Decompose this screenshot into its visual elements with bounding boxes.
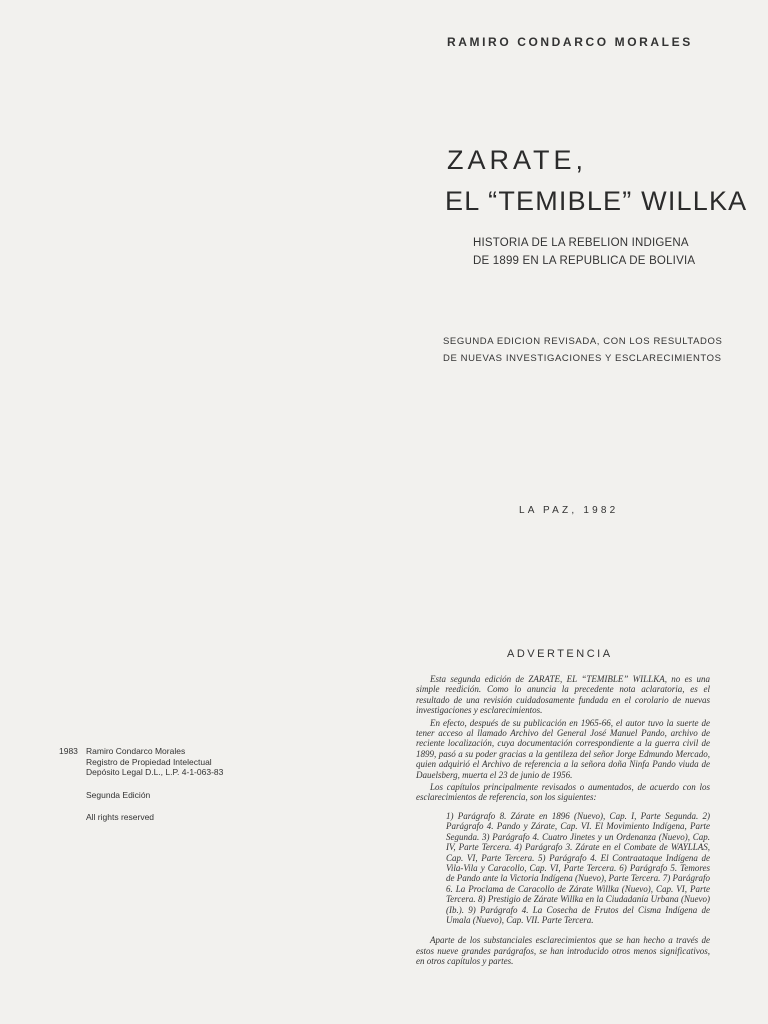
advertencia-paragraph: Esta segunda edición de ZARATE, EL “TEMIBLE” WILLKA, no es una simple reedición. Como lo anuncia la precedente nota aclaratoria, es el resultado de una revisión cuidadosamente fundada en el corolario de nuevas investigaciones y esclarecimientos. bbox=[416, 674, 710, 716]
copyright-registry: Registro de Propiedad Intelectual bbox=[86, 756, 212, 767]
book-title-line-2: EL “TEMIBLE” WILLKA bbox=[445, 186, 748, 216]
author-name: RAMIRO CONDARCO MORALES bbox=[447, 35, 693, 49]
edition-note-line-1: SEGUNDA EDICION REVISADA, CON LOS RESULTADOS bbox=[443, 336, 723, 347]
copyright-rights: All rights reserved bbox=[86, 812, 155, 823]
copyright-block bbox=[59, 746, 223, 823]
copyright-legal-deposit: Depósito Legal D.L., L.P. 4-1-063-83 bbox=[86, 767, 224, 778]
advertencia-body bbox=[416, 674, 710, 969]
subtitle-line-1: HISTORIA DE LA REBELION INDIGENA bbox=[473, 237, 689, 249]
copyright-year: 1983 bbox=[59, 746, 78, 756]
advertencia-closing: Aparte de los substanciales esclarecimientos que se han hecho a través de estos nueve grandes parágrafos, se han introducido otros menos significativos, en otros capítulos y partes. bbox=[416, 935, 710, 967]
advertencia-paragraph: Los capítulos principalmente revisados o aumentados, de acuerdo con los esclarecimientos de referencia, son los siguientes: bbox=[416, 782, 710, 803]
advertencia-heading: ADVERTENCIA bbox=[507, 648, 613, 660]
place-and-year: LA PAZ, 1982 bbox=[519, 505, 619, 516]
advertencia-paragraph: En efecto, después de su publicación en 1965-66, el autor tuvo la suerte de tener acceso al llamado Archivo del General José Manuel Pando, archivo de reciente localización, cuya documentación correspondiente a la guerra civil de 1899, pasó a su poder gracias a la gentileza del señor Jorge Edmundo Mercado, quien adquirió el Archivo de referencia a la señora doña Ninfa Pando viuda de Dauelsberg, muerta el 23 de junio de 1956. bbox=[416, 717, 710, 780]
copyright-holder: Ramiro Condarco Morales bbox=[86, 746, 186, 756]
copyright-edition: Segunda Edición bbox=[86, 789, 151, 800]
edition-note-line-2: DE NUEVAS INVESTIGACIONES Y ESCLARECIMIENTOS bbox=[443, 353, 722, 364]
revised-chapters-list: 1) Parágrafo 8. Zárate en 1896 (Nuevo), Cap. I, Parte Segunda. 2) Parágrafo 4. Pando y Zárate, Cap. VI. El Movimiento Indígena, Parte Segunda. 3) Parágrafo 4. Cuatro Jinetes y un Ordenanza (Nuevo), Cap. IV, Parte Tercera. 4) Parágrafo 3. Zárate en el Combate de WAYLLAS, Cap. VI, Parte Tercera. 5) Parágrafo 4. El Contraataque Indígena de Vila-Vila y Caracollo, Cap. VI, Parte Tercera. 6) Parágrafo 5. Temores de Pando ante la Victoria Indígena (Nuevo), Parte Tercera. 7) Parágrafo 6. La Proclama de Caracollo de Zárate Willka (Nuevo), Cap. VI, Parte Tercera. 8) Prestigio de Zárate Willka en la Ciudadanía Urbana (Nuevo) (Ib.). 9) Parágrafo 4. La Cosecha de Frutos del Cisma Indígena de Umala (Nuevo), Cap. VII. Parte Tercera. bbox=[446, 810, 710, 925]
book-title-line-1: ZARATE, bbox=[447, 145, 588, 175]
subtitle-line-2: DE 1899 EN LA REPUBLICA DE BOLIVIA bbox=[473, 255, 696, 267]
